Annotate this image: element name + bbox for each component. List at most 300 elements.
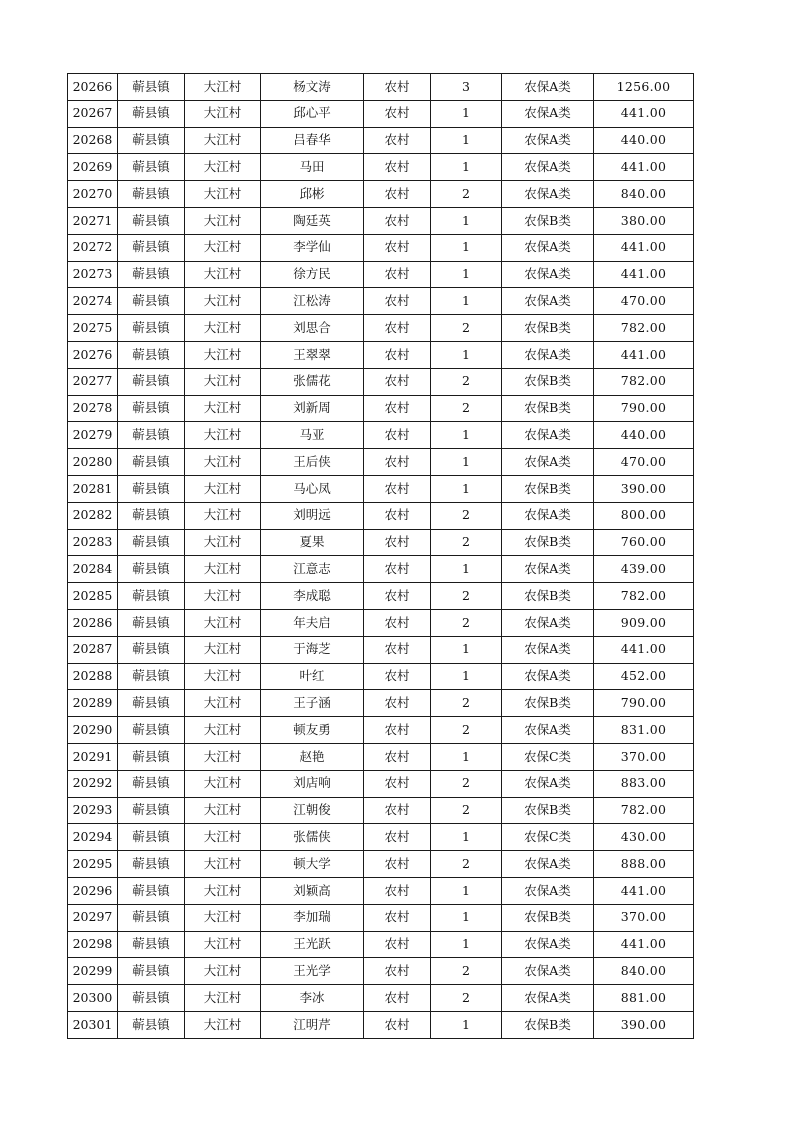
village-cell: 大江村 (185, 261, 261, 288)
member-count-cell: 1 (431, 556, 502, 583)
amount-cell: 800.00 (594, 502, 694, 529)
town-cell: 蕲县镇 (118, 341, 185, 368)
town-cell: 蕲县镇 (118, 877, 185, 904)
household-type-cell: 农村 (364, 422, 431, 449)
member-count-cell: 2 (431, 770, 502, 797)
amount-cell: 790.00 (594, 395, 694, 422)
town-cell: 蕲县镇 (118, 529, 185, 556)
name-cell: 江松涛 (261, 288, 364, 315)
name-cell: 于海芝 (261, 636, 364, 663)
insurance-class-cell: 农保A类 (502, 663, 594, 690)
village-cell: 大江村 (185, 609, 261, 636)
insurance-class-cell: 农保B类 (502, 583, 594, 610)
member-count-cell: 1 (431, 1011, 502, 1038)
town-cell: 蕲县镇 (118, 368, 185, 395)
household-type-cell: 农村 (364, 609, 431, 636)
amount-cell: 782.00 (594, 315, 694, 342)
town-cell: 蕲县镇 (118, 717, 185, 744)
village-cell: 大江村 (185, 958, 261, 985)
household-type-cell: 农村 (364, 288, 431, 315)
name-cell: 徐方民 (261, 261, 364, 288)
household-type-cell: 农村 (364, 207, 431, 234)
name-cell: 江朝俊 (261, 797, 364, 824)
record-id-cell: 20281 (68, 475, 118, 502)
village-cell: 大江村 (185, 529, 261, 556)
name-cell: 赵艳 (261, 743, 364, 770)
member-count-cell: 1 (431, 100, 502, 127)
town-cell: 蕲县镇 (118, 609, 185, 636)
village-cell: 大江村 (185, 556, 261, 583)
household-type-cell: 农村 (364, 127, 431, 154)
village-cell: 大江村 (185, 877, 261, 904)
table-row (68, 368, 694, 395)
household-type-cell: 农村 (364, 583, 431, 610)
name-cell: 刘新周 (261, 395, 364, 422)
village-cell: 大江村 (185, 502, 261, 529)
household-type-cell: 农村 (364, 743, 431, 770)
household-type-cell: 农村 (364, 770, 431, 797)
amount-cell: 390.00 (594, 1011, 694, 1038)
town-cell: 蕲县镇 (118, 797, 185, 824)
table-row (68, 422, 694, 449)
insurance-class-cell: 农保A类 (502, 100, 594, 127)
record-id-cell: 20288 (68, 663, 118, 690)
member-count-cell: 1 (431, 288, 502, 315)
town-cell: 蕲县镇 (118, 261, 185, 288)
name-cell: 王光学 (261, 958, 364, 985)
name-cell: 张儒侠 (261, 824, 364, 851)
household-type-cell: 农村 (364, 315, 431, 342)
table-row (68, 181, 694, 208)
record-id-cell: 20269 (68, 154, 118, 181)
town-cell: 蕲县镇 (118, 154, 185, 181)
amount-cell: 441.00 (594, 931, 694, 958)
member-count-cell: 2 (431, 609, 502, 636)
name-cell: 王光跃 (261, 931, 364, 958)
village-cell: 大江村 (185, 824, 261, 851)
amount-cell: 840.00 (594, 958, 694, 985)
insurance-class-cell: 农保A类 (502, 502, 594, 529)
village-cell: 大江村 (185, 154, 261, 181)
name-cell: 杨文涛 (261, 74, 364, 101)
table-row (68, 315, 694, 342)
amount-cell: 881.00 (594, 985, 694, 1012)
record-id-cell: 20297 (68, 904, 118, 931)
village-cell: 大江村 (185, 475, 261, 502)
name-cell: 邱彬 (261, 181, 364, 208)
insurance-class-cell: 农保A类 (502, 288, 594, 315)
household-type-cell: 农村 (364, 797, 431, 824)
record-id-cell: 20298 (68, 931, 118, 958)
town-cell: 蕲县镇 (118, 234, 185, 261)
member-count-cell: 1 (431, 207, 502, 234)
town-cell: 蕲县镇 (118, 181, 185, 208)
record-id-cell: 20280 (68, 449, 118, 476)
member-count-cell: 2 (431, 529, 502, 556)
table-row (68, 529, 694, 556)
insurance-class-cell: 农保A类 (502, 74, 594, 101)
town-cell: 蕲县镇 (118, 985, 185, 1012)
amount-cell: 441.00 (594, 636, 694, 663)
member-count-cell: 1 (431, 341, 502, 368)
insurance-class-cell: 农保A类 (502, 851, 594, 878)
table-row (68, 100, 694, 127)
table-row (68, 609, 694, 636)
village-cell: 大江村 (185, 797, 261, 824)
record-id-cell: 20275 (68, 315, 118, 342)
household-type-cell: 农村 (364, 154, 431, 181)
member-count-cell: 1 (431, 877, 502, 904)
insurance-class-cell: 农保A类 (502, 958, 594, 985)
household-type-cell: 农村 (364, 502, 431, 529)
record-id-cell: 20278 (68, 395, 118, 422)
record-id-cell: 20286 (68, 609, 118, 636)
town-cell: 蕲县镇 (118, 449, 185, 476)
name-cell: 马田 (261, 154, 364, 181)
village-cell: 大江村 (185, 100, 261, 127)
village-cell: 大江村 (185, 663, 261, 690)
household-type-cell: 农村 (364, 395, 431, 422)
town-cell: 蕲县镇 (118, 931, 185, 958)
member-count-cell: 1 (431, 234, 502, 261)
town-cell: 蕲县镇 (118, 475, 185, 502)
name-cell: 张儒花 (261, 368, 364, 395)
table-row (68, 502, 694, 529)
town-cell: 蕲县镇 (118, 127, 185, 154)
amount-cell: 909.00 (594, 609, 694, 636)
village-cell: 大江村 (185, 1011, 261, 1038)
household-type-cell: 农村 (364, 261, 431, 288)
insurance-class-cell: 农保A类 (502, 154, 594, 181)
member-count-cell: 1 (431, 904, 502, 931)
town-cell: 蕲县镇 (118, 502, 185, 529)
town-cell: 蕲县镇 (118, 74, 185, 101)
town-cell: 蕲县镇 (118, 207, 185, 234)
name-cell: 刘思合 (261, 315, 364, 342)
amount-cell: 441.00 (594, 877, 694, 904)
name-cell: 李学仙 (261, 234, 364, 261)
member-count-cell: 2 (431, 717, 502, 744)
insurance-class-cell: 农保C类 (502, 743, 594, 770)
table-row (68, 207, 694, 234)
insurance-class-cell: 农保A类 (502, 422, 594, 449)
village-cell: 大江村 (185, 636, 261, 663)
member-count-cell: 1 (431, 261, 502, 288)
member-count-cell: 1 (431, 931, 502, 958)
record-id-cell: 20271 (68, 207, 118, 234)
household-type-cell: 农村 (364, 556, 431, 583)
name-cell: 刘颖高 (261, 877, 364, 904)
town-cell: 蕲县镇 (118, 743, 185, 770)
record-id-cell: 20293 (68, 797, 118, 824)
record-id-cell: 20300 (68, 985, 118, 1012)
name-cell: 年夫启 (261, 609, 364, 636)
member-count-cell: 1 (431, 154, 502, 181)
amount-cell: 370.00 (594, 904, 694, 931)
member-count-cell: 2 (431, 315, 502, 342)
insurance-class-cell: 农保A类 (502, 770, 594, 797)
amount-cell: 441.00 (594, 341, 694, 368)
household-type-cell: 农村 (364, 717, 431, 744)
record-id-cell: 20273 (68, 261, 118, 288)
record-id-cell: 20285 (68, 583, 118, 610)
table-row (68, 985, 694, 1012)
insurance-class-cell: 农保A类 (502, 636, 594, 663)
village-cell: 大江村 (185, 583, 261, 610)
insurance-class-cell: 农保A类 (502, 717, 594, 744)
name-cell: 李加瑞 (261, 904, 364, 931)
table-row (68, 1011, 694, 1038)
household-type-cell: 农村 (364, 663, 431, 690)
table-row (68, 824, 694, 851)
household-type-cell: 农村 (364, 1011, 431, 1038)
insurance-class-cell: 农保A类 (502, 449, 594, 476)
table-row (68, 797, 694, 824)
record-id-cell: 20277 (68, 368, 118, 395)
name-cell: 吕春华 (261, 127, 364, 154)
household-type-cell: 农村 (364, 636, 431, 663)
amount-cell: 883.00 (594, 770, 694, 797)
table-row (68, 743, 694, 770)
record-id-cell: 20266 (68, 74, 118, 101)
record-id-cell: 20287 (68, 636, 118, 663)
record-id-cell: 20268 (68, 127, 118, 154)
amount-cell: 440.00 (594, 422, 694, 449)
table-row (68, 261, 694, 288)
household-type-cell: 农村 (364, 529, 431, 556)
table-row (68, 154, 694, 181)
household-type-cell: 农村 (364, 368, 431, 395)
insurance-class-cell: 农保A类 (502, 985, 594, 1012)
town-cell: 蕲县镇 (118, 851, 185, 878)
town-cell: 蕲县镇 (118, 288, 185, 315)
insurance-class-cell: 农保C类 (502, 824, 594, 851)
household-type-cell: 农村 (364, 100, 431, 127)
table-row (68, 583, 694, 610)
table-row (68, 958, 694, 985)
record-id-cell: 20274 (68, 288, 118, 315)
amount-cell: 782.00 (594, 583, 694, 610)
member-count-cell: 1 (431, 422, 502, 449)
household-type-cell: 农村 (364, 449, 431, 476)
insurance-class-cell: 农保A类 (502, 181, 594, 208)
village-cell: 大江村 (185, 851, 261, 878)
insurance-class-cell: 农保B类 (502, 1011, 594, 1038)
member-count-cell: 2 (431, 181, 502, 208)
town-cell: 蕲县镇 (118, 395, 185, 422)
amount-cell: 390.00 (594, 475, 694, 502)
amount-cell: 440.00 (594, 127, 694, 154)
amount-cell: 840.00 (594, 181, 694, 208)
village-cell: 大江村 (185, 181, 261, 208)
roster-table (67, 73, 694, 1039)
village-cell: 大江村 (185, 717, 261, 744)
village-cell: 大江村 (185, 288, 261, 315)
record-id-cell: 20289 (68, 690, 118, 717)
village-cell: 大江村 (185, 74, 261, 101)
name-cell: 邱心平 (261, 100, 364, 127)
amount-cell: 888.00 (594, 851, 694, 878)
amount-cell: 790.00 (594, 690, 694, 717)
amount-cell: 439.00 (594, 556, 694, 583)
insurance-class-cell: 农保A类 (502, 556, 594, 583)
record-id-cell: 20295 (68, 851, 118, 878)
member-count-cell: 2 (431, 395, 502, 422)
member-count-cell: 2 (431, 502, 502, 529)
town-cell: 蕲县镇 (118, 636, 185, 663)
name-cell: 顿友勇 (261, 717, 364, 744)
record-id-cell: 20299 (68, 958, 118, 985)
table-row (68, 288, 694, 315)
household-type-cell: 农村 (364, 341, 431, 368)
name-cell: 刘店响 (261, 770, 364, 797)
record-id-cell: 20270 (68, 181, 118, 208)
table-row (68, 127, 694, 154)
insurance-class-cell: 农保B类 (502, 690, 594, 717)
town-cell: 蕲县镇 (118, 770, 185, 797)
name-cell: 刘明远 (261, 502, 364, 529)
table-row (68, 690, 694, 717)
table-row (68, 636, 694, 663)
insurance-class-cell: 农保B类 (502, 207, 594, 234)
insurance-class-cell: 农保A类 (502, 931, 594, 958)
name-cell: 王子涵 (261, 690, 364, 717)
member-count-cell: 1 (431, 475, 502, 502)
name-cell: 江明芹 (261, 1011, 364, 1038)
amount-cell: 470.00 (594, 449, 694, 476)
name-cell: 夏果 (261, 529, 364, 556)
town-cell: 蕲县镇 (118, 422, 185, 449)
household-type-cell: 农村 (364, 931, 431, 958)
insurance-class-cell: 农保A类 (502, 341, 594, 368)
member-count-cell: 1 (431, 743, 502, 770)
town-cell: 蕲县镇 (118, 100, 185, 127)
member-count-cell: 2 (431, 985, 502, 1012)
insurance-class-cell: 农保B类 (502, 475, 594, 502)
town-cell: 蕲县镇 (118, 824, 185, 851)
amount-cell: 470.00 (594, 288, 694, 315)
table-row (68, 717, 694, 744)
village-cell: 大江村 (185, 449, 261, 476)
town-cell: 蕲县镇 (118, 904, 185, 931)
table-row (68, 931, 694, 958)
amount-cell: 452.00 (594, 663, 694, 690)
name-cell: 马亚 (261, 422, 364, 449)
table-row (68, 341, 694, 368)
record-id-cell: 20301 (68, 1011, 118, 1038)
member-count-cell: 2 (431, 851, 502, 878)
record-id-cell: 20272 (68, 234, 118, 261)
village-cell: 大江村 (185, 904, 261, 931)
name-cell: 王翠翠 (261, 341, 364, 368)
town-cell: 蕲县镇 (118, 315, 185, 342)
member-count-cell: 1 (431, 824, 502, 851)
insurance-class-cell: 农保A类 (502, 261, 594, 288)
town-cell: 蕲县镇 (118, 583, 185, 610)
insurance-class-cell: 农保A类 (502, 234, 594, 261)
insurance-class-cell: 农保B类 (502, 529, 594, 556)
table-row (68, 475, 694, 502)
record-id-cell: 20291 (68, 743, 118, 770)
table-row (68, 395, 694, 422)
member-count-cell: 1 (431, 449, 502, 476)
town-cell: 蕲县镇 (118, 663, 185, 690)
member-count-cell: 1 (431, 127, 502, 154)
village-cell: 大江村 (185, 368, 261, 395)
name-cell: 陶廷英 (261, 207, 364, 234)
member-count-cell: 3 (431, 74, 502, 101)
insurance-class-cell: 农保B类 (502, 904, 594, 931)
household-type-cell: 农村 (364, 958, 431, 985)
member-count-cell: 2 (431, 583, 502, 610)
amount-cell: 441.00 (594, 261, 694, 288)
table-row (68, 663, 694, 690)
member-count-cell: 1 (431, 663, 502, 690)
insurance-class-cell: 农保A类 (502, 609, 594, 636)
member-count-cell: 2 (431, 368, 502, 395)
member-count-cell: 2 (431, 958, 502, 985)
table-body (68, 74, 694, 1039)
village-cell: 大江村 (185, 315, 261, 342)
table-row (68, 74, 694, 101)
record-id-cell: 20283 (68, 529, 118, 556)
record-id-cell: 20284 (68, 556, 118, 583)
record-id-cell: 20292 (68, 770, 118, 797)
village-cell: 大江村 (185, 985, 261, 1012)
table-row (68, 449, 694, 476)
record-id-cell: 20296 (68, 877, 118, 904)
town-cell: 蕲县镇 (118, 1011, 185, 1038)
village-cell: 大江村 (185, 931, 261, 958)
village-cell: 大江村 (185, 127, 261, 154)
record-id-cell: 20276 (68, 341, 118, 368)
household-type-cell: 农村 (364, 690, 431, 717)
record-id-cell: 20294 (68, 824, 118, 851)
table-row (68, 234, 694, 261)
village-cell: 大江村 (185, 395, 261, 422)
record-id-cell: 20267 (68, 100, 118, 127)
name-cell: 顿大学 (261, 851, 364, 878)
village-cell: 大江村 (185, 207, 261, 234)
insurance-class-cell: 农保B类 (502, 368, 594, 395)
amount-cell: 831.00 (594, 717, 694, 744)
village-cell: 大江村 (185, 422, 261, 449)
insurance-class-cell: 农保A类 (502, 127, 594, 154)
town-cell: 蕲县镇 (118, 556, 185, 583)
name-cell: 江意志 (261, 556, 364, 583)
name-cell: 马心凤 (261, 475, 364, 502)
insurance-class-cell: 农保B类 (502, 395, 594, 422)
household-type-cell: 农村 (364, 985, 431, 1012)
insurance-class-cell: 农保A类 (502, 877, 594, 904)
household-type-cell: 农村 (364, 824, 431, 851)
village-cell: 大江村 (185, 743, 261, 770)
amount-cell: 782.00 (594, 368, 694, 395)
village-cell: 大江村 (185, 234, 261, 261)
record-id-cell: 20282 (68, 502, 118, 529)
amount-cell: 1256.00 (594, 74, 694, 101)
member-count-cell: 2 (431, 797, 502, 824)
record-id-cell: 20279 (68, 422, 118, 449)
household-type-cell: 农村 (364, 234, 431, 261)
table-row (68, 851, 694, 878)
village-cell: 大江村 (185, 770, 261, 797)
table-row (68, 904, 694, 931)
name-cell: 李冰 (261, 985, 364, 1012)
table-row (68, 556, 694, 583)
household-type-cell: 农村 (364, 475, 431, 502)
town-cell: 蕲县镇 (118, 690, 185, 717)
